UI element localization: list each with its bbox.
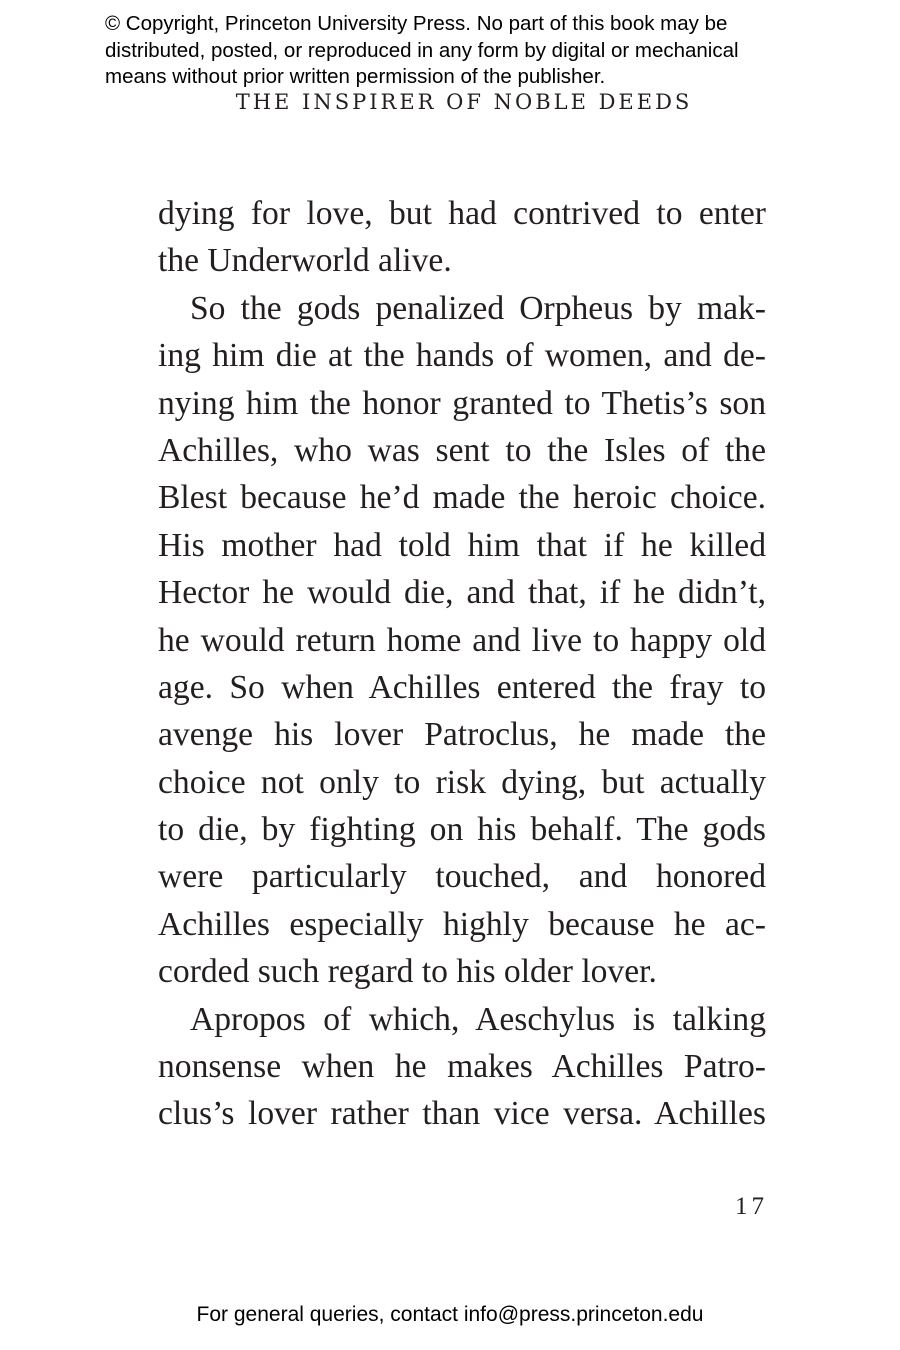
text-line: So the gods penalized Orpheus by mak- — [190, 289, 766, 327]
text-line: age. So when Achilles entered the fray to — [158, 668, 766, 706]
text-line: Blest because he’d made the heroic choice. — [158, 479, 766, 517]
body-text — [158, 190, 766, 1138]
text-line: clus’s lover rather than vice versa. Achilles — [158, 1095, 766, 1133]
running-head: THE INSPIRER OF NOBLE DEEDS — [235, 90, 693, 114]
copyright-line: means without prior written permission of the publisher. — [105, 65, 606, 88]
text-line: avenge his lover Patroclus, he made the — [158, 716, 766, 754]
text-line: nonsense when he makes Achilles Patro- — [158, 1048, 766, 1086]
text-line: choice not only to risk dying, but actually — [158, 763, 766, 801]
text-line: he would return home and live to happy old — [158, 621, 766, 659]
footer-contact: For general queries, contact info@press.princeton.edu — [196, 1303, 704, 1326]
text-line: Hector he would die, and that, if he didn’t, — [158, 574, 766, 612]
text-line: were particularly touched, and honored — [158, 858, 766, 896]
text-line: the Underworld alive. — [158, 242, 452, 280]
text-line: to die, by fighting on his behalf. The gods — [158, 811, 766, 849]
text-line: corded such regard to his older lover. — [158, 953, 657, 991]
text-line: Achilles, who was sent to the Isles of the — [158, 431, 766, 469]
text-line: dying for love, but had contrived to enter — [158, 195, 766, 232]
copyright-line: © Copyright, Princeton University Press. No part of this book may be — [105, 12, 728, 35]
paragraph — [158, 996, 766, 1138]
text-line: Achilles especially highly because he ac- — [158, 905, 766, 943]
paragraph — [158, 190, 766, 285]
paragraph — [158, 285, 766, 996]
text-line: His mother had told him that if he killed — [158, 526, 766, 564]
copyright-notice — [105, 11, 805, 91]
text-line: ing him die at the hands of women, and de- — [158, 337, 766, 375]
copyright-line: distributed, posted, or reproduced in any form by digital or mechanical — [105, 38, 739, 62]
text-line: Apropos of which, Aeschylus is talking — [190, 1000, 766, 1038]
page-number: 17 — [735, 1193, 768, 1220]
text-line: nying him the honor granted to Thetis’s son — [158, 384, 766, 422]
